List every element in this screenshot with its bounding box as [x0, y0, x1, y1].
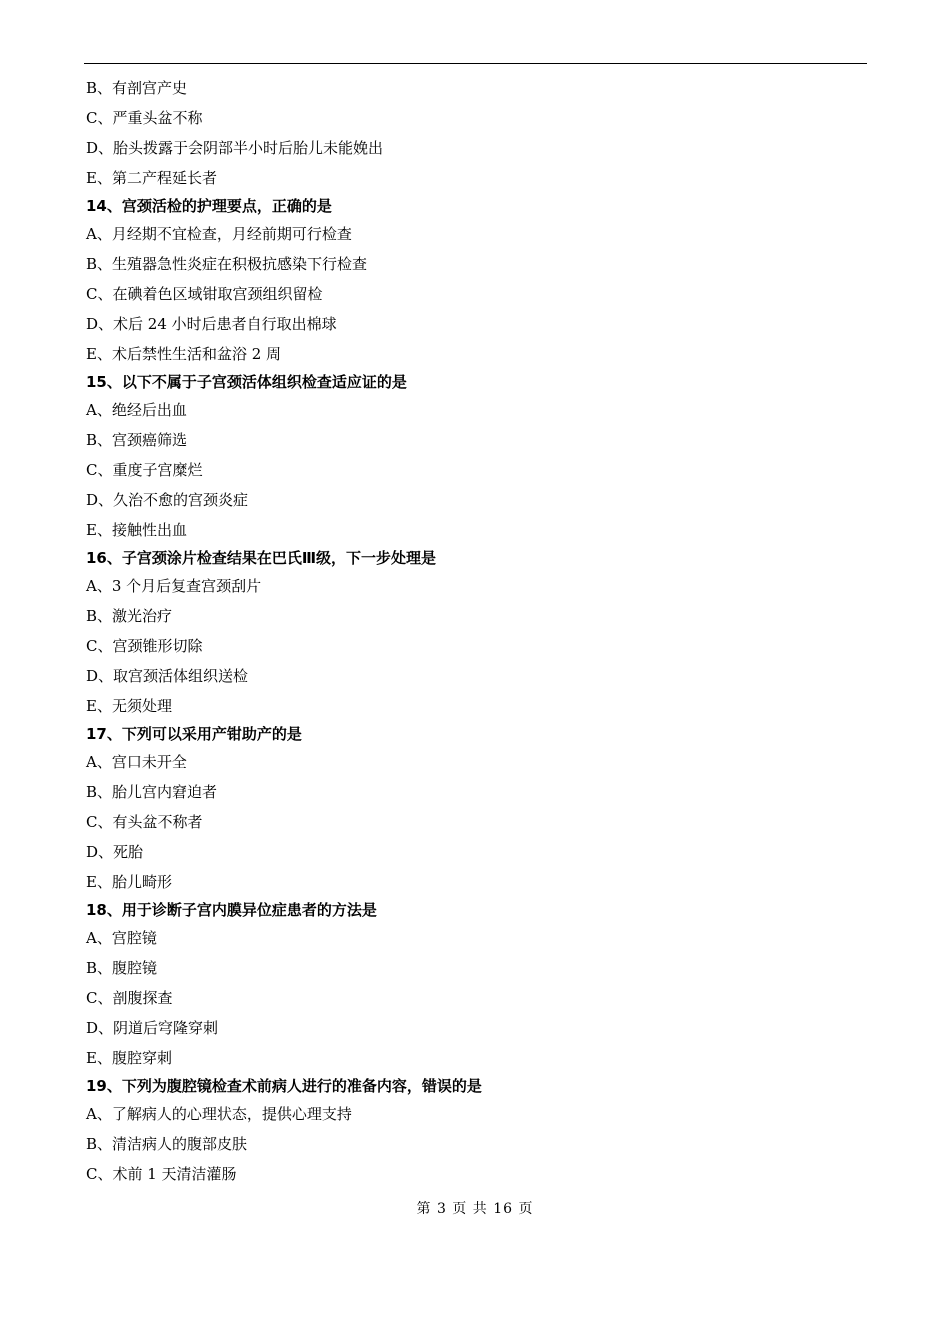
option-line: D、死胎: [86, 843, 144, 861]
question-title: 17、下列可以采用产钳助产的是: [86, 725, 302, 743]
option-line: C、宫颈锥形切除: [86, 637, 203, 655]
question-title: 14、宫颈活检的护理要点，正确的是: [86, 197, 332, 215]
option-line: B、腹腔镜: [86, 959, 158, 977]
option-line: B、生殖器急性炎症在积极抗感染下行检查: [86, 255, 368, 273]
question-title: 15、以下不属于子宫颈活体组织检查适应证的是: [86, 373, 407, 391]
option-line: B、胎儿宫内窘迫者: [86, 783, 218, 801]
option-line: E、腹腔穿刺: [86, 1049, 172, 1067]
option-line: B、清洁病人的腹部皮肤: [86, 1135, 248, 1153]
question-title: 19、下列为腹腔镜检查术前病人进行的准备内容，错误的是: [86, 1077, 482, 1095]
option-line: A、月经期不宜检查，月经前期可行检查: [86, 225, 352, 243]
option-line: E、术后禁性生活和盆浴 2 周: [86, 345, 282, 363]
option-line: D、术后 24 小时后患者自行取出棉球: [86, 315, 337, 333]
header-rule: [84, 63, 867, 64]
question-title: 18、用于诊断子宫内膜异位症患者的方法是: [86, 901, 377, 919]
option-line: B、宫颈癌筛选: [86, 431, 188, 449]
question-title: 16、子宫颈涂片检查结果在巴氏Ⅲ级，下一步处理是: [86, 549, 437, 567]
option-line: A、绝经后出血: [86, 401, 187, 419]
option-line: D、取宫颈活体组织送检: [86, 667, 249, 685]
option-line: A、了解病人的心理状态，提供心理支持: [86, 1105, 352, 1123]
option-line: B、有剖宫产史: [86, 79, 188, 97]
option-line: E、无须处理: [86, 697, 172, 715]
option-line: E、胎儿畸形: [86, 873, 172, 891]
option-line: C、剖腹探查: [86, 989, 173, 1007]
option-line: A、3 个月后复查宫颈刮片: [86, 577, 262, 595]
page-content: [86, 73, 866, 1189]
option-line: C、严重头盆不称: [86, 109, 203, 127]
option-line: C、术前 1 天清洁灌肠: [86, 1165, 237, 1183]
option-line: A、宫腔镜: [86, 929, 157, 947]
option-line: E、接触性出血: [86, 521, 187, 539]
option-line: E、第二产程延长者: [86, 169, 217, 187]
option-line: D、久治不愈的宫颈炎症: [86, 491, 249, 509]
option-line: C、重度子宫糜烂: [86, 461, 203, 479]
option-line: D、阴道后穹隆穿刺: [86, 1019, 219, 1037]
option-line: D、胎头拨露于会阴部半小时后胎儿未能娩出: [86, 139, 384, 157]
page-footer: 第 3 页 共 16 页: [416, 1201, 534, 1217]
option-line: C、在碘着色区域钳取宫颈组织留检: [86, 285, 323, 303]
option-line: C、有头盆不称者: [86, 813, 203, 831]
option-line: B、激光治疗: [86, 607, 173, 625]
option-line: A、宫口未开全: [86, 753, 187, 771]
